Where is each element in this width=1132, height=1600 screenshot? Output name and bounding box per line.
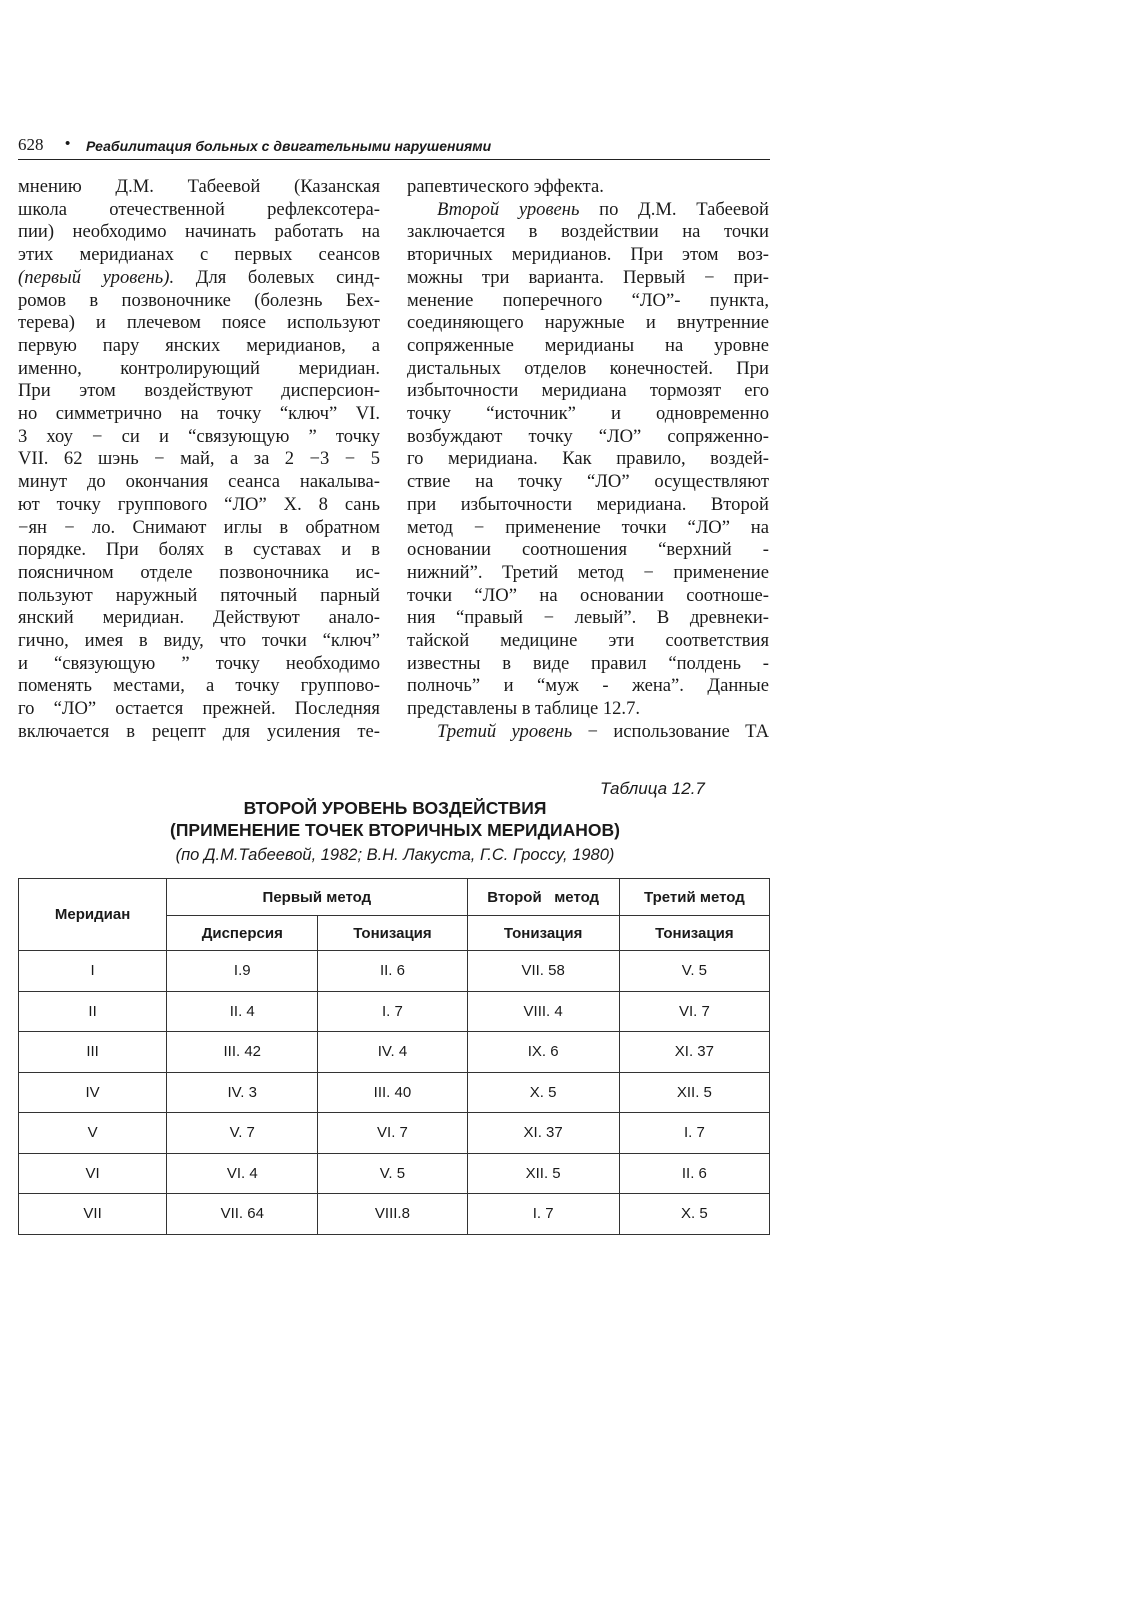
text-line: [407, 244, 769, 267]
text-segment: пии) необходимо начинать работать на: [18, 221, 380, 243]
text-segment: но симметрично на точку “ключ” VI.: [18, 403, 380, 425]
point-cell: XII. 5: [619, 1072, 769, 1113]
text-line: [407, 380, 769, 403]
text-segment: точки “ЛО” на основании соотноше-: [407, 584, 769, 606]
table-row: [19, 991, 770, 1032]
text-line: [407, 176, 769, 199]
text-line: [18, 653, 380, 676]
text-line: [407, 199, 769, 222]
header-bullet: •: [65, 135, 71, 152]
text-line: [18, 358, 380, 381]
meridian-cell: VI: [19, 1153, 167, 1194]
text-segment: го меридиана. Как правило, воздей-: [407, 448, 769, 470]
text-segment: при избыточности меридиана. Второй: [407, 493, 769, 515]
text-segment: поменять местами, а точку группово-: [18, 675, 380, 697]
text-line: [407, 698, 769, 721]
italic-term: Третий уровень: [437, 720, 573, 742]
table-row: [19, 1072, 770, 1113]
text-segment: − использование ТА: [572, 720, 769, 742]
point-cell: IX. 6: [467, 1032, 619, 1073]
header-meridian: Меридиан: [19, 879, 167, 951]
meridian-cell: VII: [19, 1194, 167, 1235]
text-segment: по Д.М. Табеевой: [579, 198, 769, 220]
text-segment: сопряженные меридианы на уровне: [407, 334, 769, 356]
text-segment: первую пару янских меридианов, а: [18, 334, 380, 356]
text-line: [18, 675, 380, 698]
meridian-cell: IV: [19, 1072, 167, 1113]
text-segment: ния “правый − левый”. В древнеки-: [407, 607, 769, 629]
text-line: [18, 539, 380, 562]
text-segment: представлены в таблице 12.7.: [407, 698, 641, 720]
text-segment: нижний”. Третий метод − применение: [407, 561, 769, 583]
text-segment: менение поперечного “ЛО”- пункта,: [407, 289, 769, 311]
text-segment: возбуждают точку “ЛО” сопряженно-: [407, 425, 769, 447]
point-cell: VI. 7: [619, 991, 769, 1032]
table-source: (по Д.М.Табеевой, 1982; В.Н. Лакуста, Г.С. Гроссу, 1980): [175, 846, 615, 864]
point-cell: V. 7: [167, 1113, 318, 1154]
text-line: [18, 244, 380, 267]
text-segment: вторичных меридианов. При этом воз-: [407, 244, 769, 266]
point-cell: XII. 5: [467, 1153, 619, 1194]
text-line: [407, 290, 769, 313]
table-row: [19, 1032, 770, 1073]
italic-term: Второй уровень: [437, 198, 580, 220]
point-cell: II. 4: [167, 991, 318, 1032]
text-segment: рапевтического эффекта.: [407, 176, 604, 197]
point-cell: X. 5: [619, 1194, 769, 1235]
point-cell: III. 40: [318, 1072, 467, 1113]
header-tonization: Тонизация: [318, 916, 467, 951]
point-cell: V. 5: [619, 951, 769, 992]
text-line: [18, 267, 380, 290]
text-line: [407, 539, 769, 562]
text-line: [18, 380, 380, 403]
text-segment: именно, контролирующий меридиан.: [18, 357, 380, 379]
table-title-line-1: ВТОРОЙ УРОВЕНЬ ВОЗДЕЙСТВИЯ: [243, 798, 547, 818]
point-cell: V. 5: [318, 1153, 467, 1194]
point-cell: VII. 64: [167, 1194, 318, 1235]
meridian-cell: I: [19, 951, 167, 992]
text-line: [18, 221, 380, 244]
text-line: [18, 312, 380, 335]
point-cell: III. 42: [167, 1032, 318, 1073]
header-first-method: Первый метод: [167, 879, 467, 916]
header-tonization: Тонизация: [619, 916, 769, 951]
text-segment: При этом воздействуют дисперсион-: [18, 380, 380, 402]
text-segment: тайской медицине эти соответствия: [407, 630, 769, 652]
text-line: [18, 176, 380, 199]
text-segment: дистальных отделов конечностей. При: [407, 357, 769, 379]
meridian-cell: III: [19, 1032, 167, 1073]
text-line: [407, 358, 769, 381]
text-segment: и “связующую ” точку необходимо: [18, 652, 380, 674]
text-segment: пользуют наружный пяточный парный: [18, 584, 380, 606]
text-segment: точку “источник” и одновременно: [407, 403, 769, 425]
text-line: [18, 494, 380, 517]
text-line: [18, 403, 380, 426]
text-line: [407, 517, 769, 540]
text-line: [407, 471, 769, 494]
text-line: [407, 494, 769, 517]
text-segment: поясничном отделе позвоночника ис-: [18, 561, 380, 583]
text-segment: янский меридиан. Действуют анало-: [18, 607, 380, 629]
text-segment: соединяющего наружные и внутренние: [407, 312, 769, 334]
point-cell: VIII.8: [318, 1194, 467, 1235]
text-line: [18, 585, 380, 608]
text-segment: метод − применение точки “ЛО” на: [407, 516, 769, 538]
text-line: [18, 471, 380, 494]
text-segment: основании соотношения “верхний -: [407, 539, 769, 561]
table-row: [19, 951, 770, 992]
text-line: [407, 653, 769, 676]
text-segment: ромов в позвоночнике (болезнь Бех-: [18, 289, 380, 311]
text-segment: терева) и плечевом поясе используют: [18, 312, 380, 334]
text-line: [407, 335, 769, 358]
meridian-table: [18, 878, 770, 1235]
point-cell: IV. 3: [167, 1072, 318, 1113]
point-cell: VI. 7: [318, 1113, 467, 1154]
text-line: [18, 448, 380, 471]
point-cell: IV. 4: [318, 1032, 467, 1073]
text-line: [18, 335, 380, 358]
text-line: [18, 517, 380, 540]
point-cell: II. 6: [619, 1153, 769, 1194]
right-text-column: [407, 176, 769, 744]
page-number: 628: [18, 135, 44, 154]
text-line: [407, 562, 769, 585]
point-cell: I.9: [167, 951, 318, 992]
text-segment: Для болевых синд-: [174, 266, 380, 288]
text-segment: ют точку группового “ЛО” Х. 8 сань: [18, 493, 380, 515]
text-line: [18, 199, 380, 222]
point-cell: X. 5: [467, 1072, 619, 1113]
header-dispersion: Дисперсия: [167, 916, 318, 951]
text-line: [18, 426, 380, 449]
text-segment: ствие на точку “ЛО” осуществляют: [407, 471, 769, 493]
text-segment: мнению Д.М. Табеевой (Казанская: [18, 176, 380, 197]
italic-term: (первый уровень).: [18, 266, 175, 288]
meridian-cell: V: [19, 1113, 167, 1154]
text-line: [407, 221, 769, 244]
text-line: [407, 267, 769, 290]
point-cell: XI. 37: [619, 1032, 769, 1073]
text-segment: заключается в воздействии на точки: [407, 221, 769, 243]
running-header: [18, 133, 770, 160]
table-row: [19, 1194, 770, 1235]
table-row: [19, 1113, 770, 1154]
text-line: [407, 426, 769, 449]
text-segment: 3 хоу − си и “связующую ” точку: [18, 425, 380, 447]
header-tonization: Тонизация: [467, 916, 619, 951]
text-line: [18, 607, 380, 630]
table-row: [19, 1153, 770, 1194]
text-segment: этих меридианах с первых сеансов: [18, 244, 380, 266]
table-title-line-2: (ПРИМЕНЕНИЕ ТОЧЕК ВТОРИЧНЫХ МЕРИДИАНОВ): [170, 820, 620, 840]
text-segment: го “ЛО” остается прежней. Последняя: [18, 698, 380, 720]
text-segment: гично, имея в виду, что точки “ключ”: [18, 630, 380, 652]
point-cell: I. 7: [318, 991, 467, 1032]
text-line: [407, 675, 769, 698]
point-cell: I. 7: [467, 1194, 619, 1235]
text-segment: порядке. При болях в суставах и в: [18, 539, 380, 561]
text-segment: −ян − ло. Снимают иглы в обратном: [18, 516, 380, 538]
text-segment: полночь” и “муж - жена”. Данные: [407, 675, 769, 697]
text-segment: избыточности меридиана тормозят его: [407, 380, 769, 402]
point-cell: XI. 37: [467, 1113, 619, 1154]
point-cell: II. 6: [318, 951, 467, 992]
text-segment: известны в виде правил “полдень -: [407, 652, 769, 674]
header-second-method: Второй метод: [467, 879, 619, 916]
point-cell: I. 7: [619, 1113, 769, 1154]
text-line: [407, 312, 769, 335]
text-line: [18, 562, 380, 585]
text-line: [407, 585, 769, 608]
meridian-cell: II: [19, 991, 167, 1032]
point-cell: VIII. 4: [467, 991, 619, 1032]
point-cell: VII. 58: [467, 951, 619, 992]
header-third-method: Третий метод: [619, 879, 769, 916]
text-line: [18, 630, 380, 653]
text-line: [407, 448, 769, 471]
text-line: [407, 630, 769, 653]
text-segment: VII. 62 шэнь − май, а за 2 −3 − 5: [18, 448, 380, 470]
text-segment: минут до окончания сеанса накалыва-: [18, 471, 380, 493]
text-segment: можны три варианта. Первый − при-: [407, 266, 769, 288]
left-text-column: [18, 176, 380, 744]
text-line: [407, 403, 769, 426]
text-line: [18, 721, 380, 744]
text-line: [407, 607, 769, 630]
text-line: [18, 698, 380, 721]
text-line: [18, 290, 380, 313]
text-line: [407, 721, 769, 744]
point-cell: VI. 4: [167, 1153, 318, 1194]
text-segment: включается в рецепт для усиления те-: [18, 720, 380, 742]
running-title: Реабилитация больных с двигательными нарушениями: [86, 138, 492, 154]
table-number: Таблица 12.7: [600, 779, 705, 798]
text-segment: школа отечественной рефлексотера-: [18, 198, 380, 220]
